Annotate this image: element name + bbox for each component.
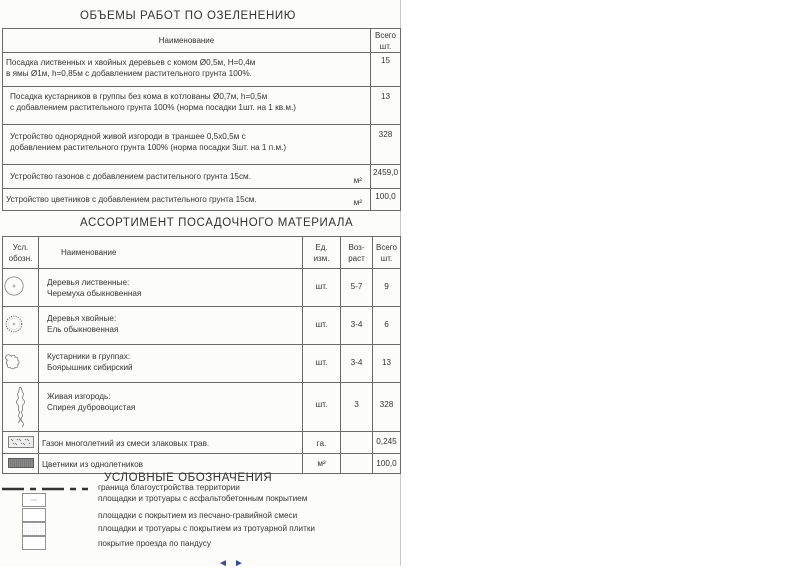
table-row [3,345,401,383]
plant-total: 9 [384,282,389,291]
ramp-pattern-icon [22,536,46,550]
plant-unit: шт. [315,282,328,291]
assortment-title: АССОРТИМЕНТ ПОСАДОЧНОГО МАТЕРИАЛА [80,217,354,229]
conifer-tree-icon [3,313,25,335]
lawn-hatch-icon [8,436,34,448]
plant-unit: шт. [315,358,328,367]
header-unit-line1: Ед. [315,242,328,252]
legend-label: площадки с покрытием из песчано-гравийной смеси [98,511,298,520]
plant-group: Кустарники в группах: [47,352,131,361]
plant-group: Живая изгородь: [47,392,111,401]
works-table [2,28,401,211]
next-page-button[interactable]: ► [234,558,244,569]
table-row [3,269,401,307]
table-row [3,165,401,189]
plant-name: Спирея дубровоцистая [47,403,136,412]
header-symbol-line2: обозн. [8,253,33,263]
legend-label: граница благоустройства территории [98,483,240,492]
header-age [341,237,373,269]
table-row [3,432,401,454]
works-header-total-line1: Всего [375,30,396,40]
work-unit: м² [353,176,362,185]
sand-gravel-pattern-icon [22,508,46,522]
plant-total: 6 [384,320,389,329]
legend-label: площадки и тротуары с покрытием из тротуарной плитки [98,524,315,533]
works-title: ОБЪЕМЫ РАБОТ ПО ОЗЕЛЕНЕНИЮ [80,10,296,22]
work-text: Устройство однорядной живой изгороди в траншее 0,5х0,5м с [10,132,246,141]
plant-total: 0,245 [376,437,397,446]
plant-name: Цветники из однолетников [42,460,143,469]
plant-name: Боярышник сибирский [47,363,133,372]
work-text: Посадка лиственных и хвойных деревьев с комом Ø0,5м, Н=0,4м [6,58,256,67]
paving-tile-pattern-icon [22,522,46,536]
plant-total: 100,0 [376,459,397,468]
work-value: 2459,0 [372,168,399,177]
work-value: 15 [380,56,391,65]
plant-age: 3-4 [350,320,363,329]
table-row [3,383,401,432]
table-row [3,87,401,125]
table-row [3,189,401,211]
plant-unit: шт. [315,400,328,409]
work-value: 13 [380,92,391,101]
prev-page-button[interactable]: ◄ [218,558,228,569]
works-header-total-line2: шт. [379,41,392,51]
legend-label: площадки и тротуары с асфальтобетонным покрытием [98,494,308,503]
legend-label: покрытие проезда по пандусу [98,539,211,548]
plant-age: 3-4 [350,358,363,367]
work-text: добавлением растительного грунта 100% (норма посадки 3шт. на 1 п.м.) [10,143,287,152]
header-age-line1: Воз- [348,242,365,252]
plant-name: Газон многолетний из смеси злаковых трав. [42,439,210,448]
plant-unit: га. [316,439,327,448]
plant-name: Ель обыкновенная [47,325,119,334]
header-name [39,237,303,269]
table-row [3,454,401,474]
work-unit: м² [353,198,362,207]
plant-group: Деревья лиственные: [47,278,130,287]
table-row [3,125,401,165]
work-text: Посадка кустарников в группы без кома в котлованы Ø0,7м, h=0,5м [10,92,268,101]
header-total-line2: шт. [380,253,393,263]
table-row [3,53,401,87]
asphalt-pattern-icon [22,493,46,507]
work-text: с добавлением растительного грунта 100% (норма посадки 1шт. на 1 кв.м.) [10,103,296,112]
legend-title: УСЛОВНЫЕ ОБОЗНАЧЕНИЯ [104,472,273,484]
flowerbed-hatch-icon [8,458,34,468]
work-text: Устройство цветников с добавлением растительного грунта 15см. [6,195,257,204]
plant-total: 13 [381,358,392,367]
work-text: Устройство газонов с добавлением растительного грунта 15см. [10,172,251,181]
shrub-group-icon [3,351,25,373]
plant-name: Черемуха обыкновенная [47,289,142,298]
header-unit [303,237,341,269]
header-symbol [3,237,39,269]
work-text: в ямы Ø1м, h=0,85м с добавлением растительного грунта 100%. [6,69,252,78]
works-header-name [3,29,371,53]
plant-age: 5-7 [350,282,363,291]
works-header-name-label: Наименование [158,36,215,45]
table-row [3,307,401,345]
work-value: 328 [378,130,393,139]
header-age-line2: раст [348,253,365,263]
deciduous-tree-icon [3,275,25,297]
header-total [373,237,401,269]
header-name-label: Наименование [61,248,117,257]
header-total-line1: Всего [376,242,397,252]
boundary-line-icon [0,485,90,493]
plant-group: Деревья хвойные: [47,314,117,323]
hedge-icon [11,385,31,429]
plant-total: 328 [379,400,394,409]
header-symbol-line1: Усл. [12,242,29,252]
plant-unit: м² [317,459,326,468]
assortment-table [2,236,401,474]
work-value: 100,0 [375,192,396,201]
header-unit-line2: изм. [313,253,330,263]
works-header-total [371,29,401,53]
plant-age: 3 [354,400,359,409]
plant-unit: шт. [315,320,328,329]
